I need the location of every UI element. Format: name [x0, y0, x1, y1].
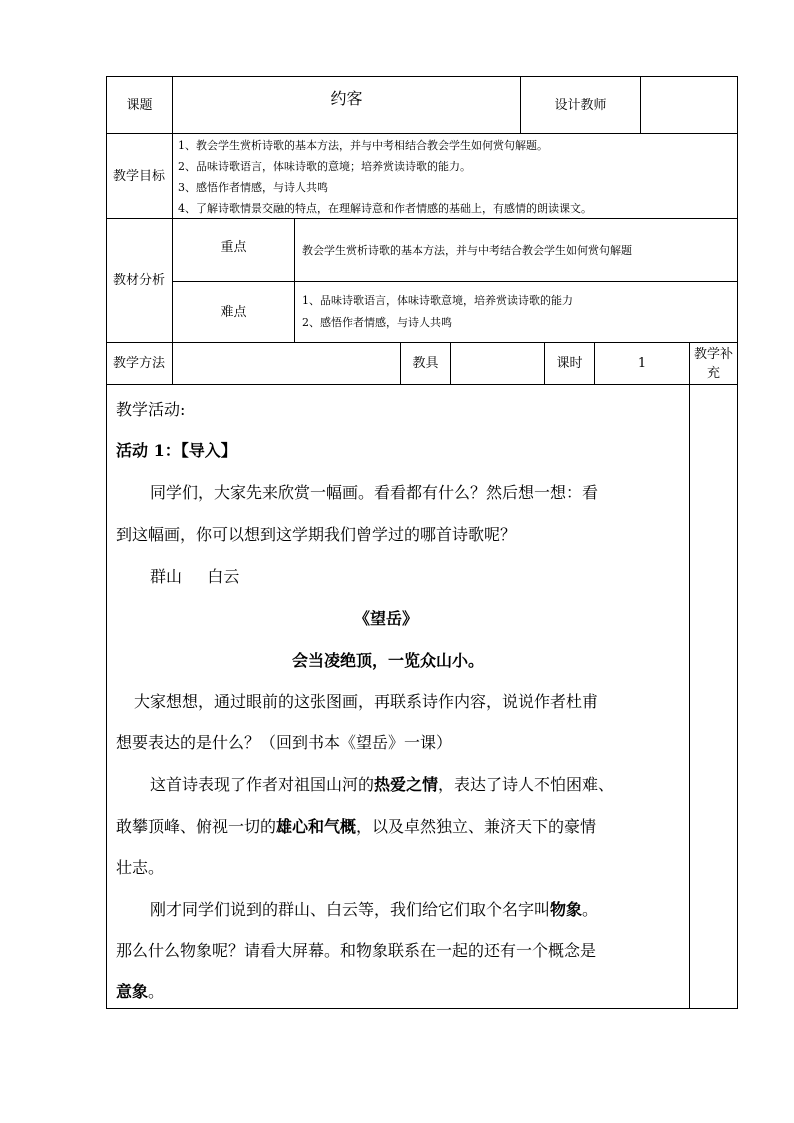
poem-title: 《望岳》 [354, 609, 419, 628]
goal-item-1: 1、教会学生赏析诗歌的基本方法，并与中考相结合教会学生如何赏句解题。 [178, 139, 548, 152]
designer-value [641, 77, 737, 133]
goals-label: 教学目标 [112, 168, 165, 184]
difficulty-list [302, 290, 734, 334]
goals-list [178, 135, 734, 219]
hours-label: 课时 [556, 356, 583, 371]
para3-line2: 敢攀顶峰、俯视一切的雄心和气概，以及卓然独立、兼济天下的豪情 [116, 817, 597, 836]
row-divider-4 [106, 384, 738, 385]
key-point-label: 重点 [220, 239, 247, 255]
activities-heading: 教学活动: [116, 400, 186, 419]
analysis-label: 教材分析 [112, 273, 165, 288]
goal-item-3: 3、感悟作者情感，与诗人共鸣 [178, 181, 328, 194]
para1-line1: 同学们，大家先来欣赏一幅画。看看都有什么？然后想一想：看 [150, 483, 599, 502]
row-divider-1 [106, 133, 738, 134]
emphasis-wuxiang: 物象 [550, 900, 583, 919]
method-label: 教学方法 [112, 356, 165, 371]
para4-line3: 意象。 [116, 982, 165, 1001]
topic-label: 课题 [126, 97, 153, 113]
tools-label: 教具 [412, 356, 439, 371]
difficulty-item-1: 1、品味诗歌语言，体味诗歌意境，培养赏读诗歌的能力 [302, 294, 573, 307]
para3-line1: 这首诗表现了作者对祖国山河的热爱之情，表达了诗人不怕困难、 [150, 775, 615, 794]
para2-line1: 大家想想，通过眼前的这张图画，再联系诗作内容，说说作者杜甫 [134, 692, 599, 711]
para2-line2: 想要表达的是什么？（回到书本《望岳》一课） [116, 733, 453, 752]
col-divider-analysis [294, 218, 295, 342]
para4-line2: 那么什么物象呢？请看大屏幕。和物象联系在一起的还有一个概念是 [116, 941, 597, 960]
goal-item-2: 2、品味诗歌语言，体味诗歌的意境；培养赏读诗歌的能力。 [178, 160, 471, 173]
border-right [737, 76, 738, 1009]
hours-value: 1 [637, 356, 647, 371]
key-point-value: 教会学生赏析诗歌的基本方法，并与中考结合教会学生如何赏句解题 [302, 244, 632, 257]
para1-line2: 到这幅画，你可以想到这学期我们曾学过的哪首诗歌呢？ [116, 525, 517, 544]
emphasis-love: 热爱之情 [374, 775, 439, 794]
para3-line3: 壮志。 [116, 858, 165, 877]
emphasis-yixiang: 意象 [116, 982, 149, 1001]
difficulty-label: 难点 [220, 304, 247, 320]
col-divider-supplement [689, 342, 690, 1009]
emphasis-ambition: 雄心和气概 [276, 817, 357, 836]
para4-line1: 刚才同学们说到的群山、白云等，我们给它们取个名字叫物象。 [150, 900, 599, 919]
activity-1-title: 活动 1：【导入】 [116, 441, 237, 460]
supplement-label: 教学补充 [693, 346, 733, 381]
topic-value: 约客 [330, 88, 363, 108]
border-bottom [106, 1008, 738, 1009]
border-left [106, 76, 107, 1009]
image-objects: 群山 白云 [150, 567, 240, 586]
goal-item-4: 4、了解诗歌情景交融的特点，在理解诗意和作者情感的基础上，有感情的朗读课文。 [178, 202, 592, 215]
poem-line: 会当凌绝顶，一览众山小。 [292, 651, 485, 670]
designer-label: 设计教师 [554, 97, 607, 113]
col-divider-tools-value [450, 342, 451, 384]
difficulty-item-2: 2、感悟作者情感，与诗人共鸣 [302, 316, 452, 329]
